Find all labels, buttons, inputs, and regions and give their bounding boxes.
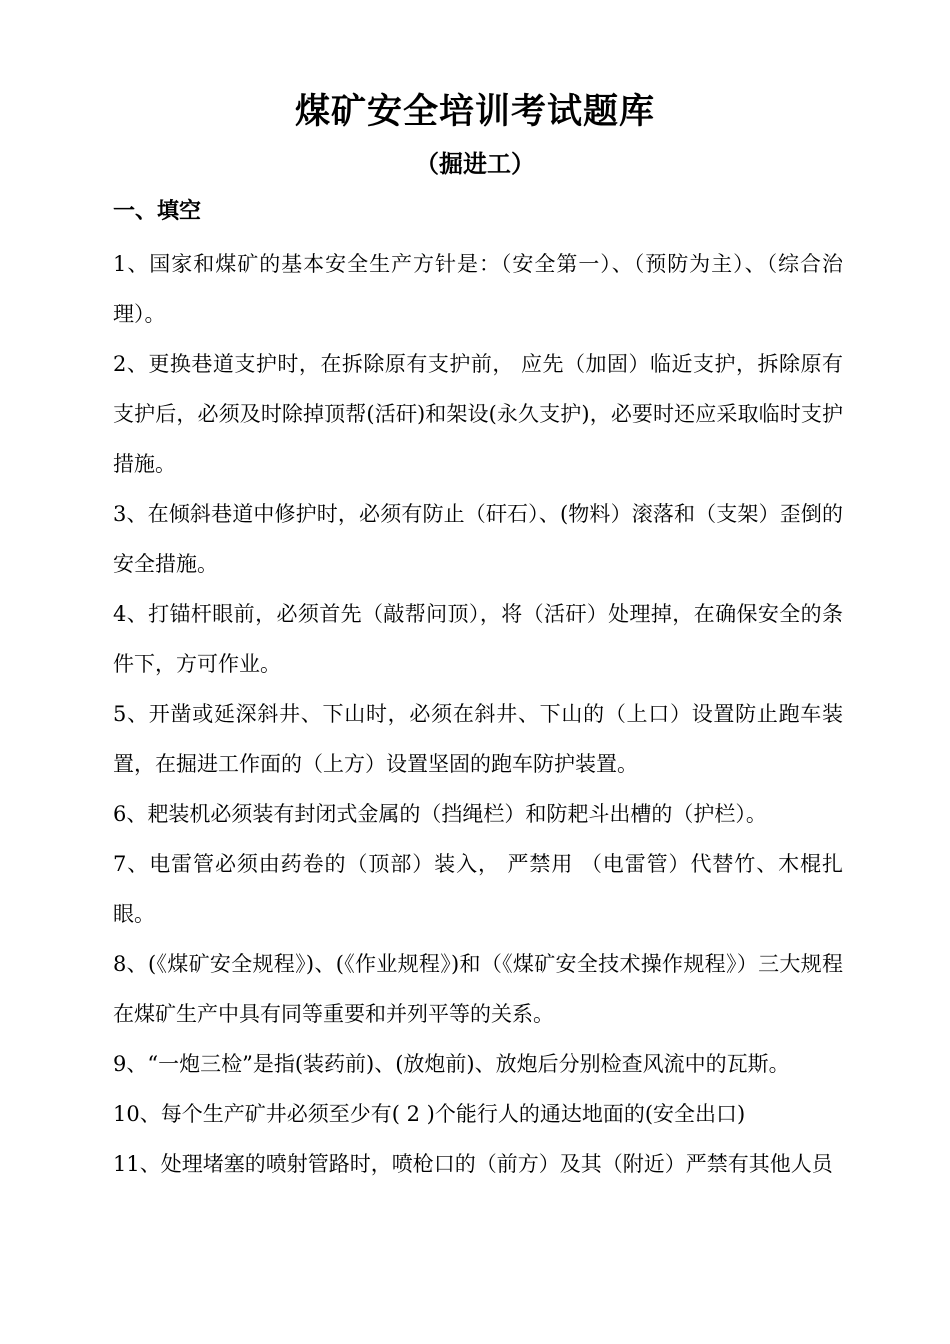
document-title: 煤矿安全培训考试题库 [294,92,655,132]
question-item-5: 5、开凿或延深斜井、下山时，必须在斜井、下山的（上口）设置防止跑车装置，在掘进工作面的（上方）设置坚固的跑车防护装置。 [113,702,843,776]
question-item-11: 11、处理堵塞的喷射管路时，喷枪口的（前方）及其（附近）严禁有其他人员 [113,1152,833,1176]
question-item-9: 9、“一炮三检”是指(装药前)、(放炮前)、放炮后分别检查风流中的瓦斯。 [113,1052,790,1076]
section-heading: 一、填空 [113,199,202,224]
question-item-6: 6、耙装机必须装有封闭式金属的（挡绳栏）和防耙斗出槽的（护栏）。 [113,802,767,826]
question-item-4: 4、打锚杆眼前，必须首先（敲帮问顶），将（活矸）处理掉，在确保安全的条件下，方可作业。 [113,602,843,676]
question-item-1: 1、国家和煤矿的基本安全生产方针是：（安全第一）、（预防为主）、（综合治理）。 [113,252,843,326]
question-item-2: 2、更换巷道支护时，在拆除原有支护前， 应先（加固）临近支护，拆除原有支护后，必须及时除掉顶帮(活矸)和架设(永久支护)，必要时还应采取临时支护措施。 [113,352,843,476]
question-item-8: 8、(《煤矿安全规程》)、(《作业规程》)和（《煤矿安全技术操作规程》）三大规程在煤矿生产中具有同等重要和并列平等的关系。 [113,952,843,1026]
question-list [113,239,843,1189]
question-item-3: 3、在倾斜巷道中修护时，必须有防止（矸石）、(物料）滚落和（支架）歪倒的安全措施。 [113,502,843,576]
document-subtitle: （掘进工） [415,150,535,178]
question-item-7: 7、电雷管必须由药卷的（顶部）装入， 严禁用 （电雷管）代替竹、木棍扎眼。 [113,852,843,926]
question-item-10: 10、每个生产矿井必须至少有( 2 )个能行人的通达地面的(安全出口) [113,1102,746,1126]
